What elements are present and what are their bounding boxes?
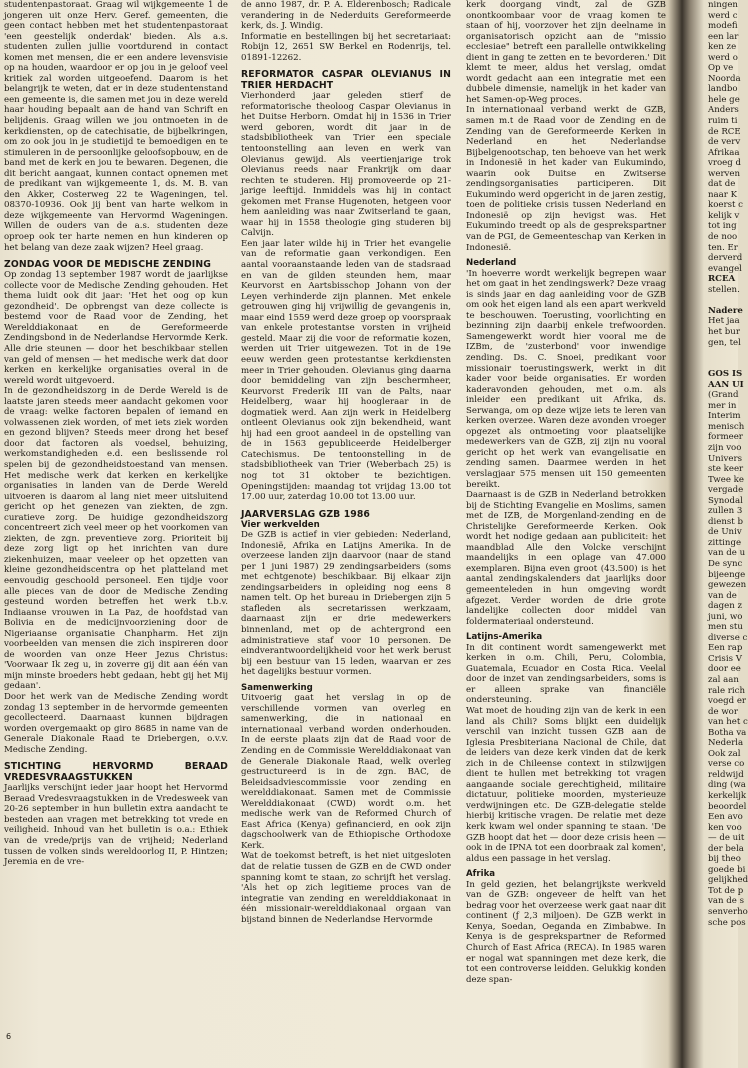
column-1 xyxy=(0,0,228,1040)
subheading: Afrika xyxy=(466,869,496,880)
clipped-text-line: zullen 3 xyxy=(708,506,743,517)
clipped-text-line: de wor xyxy=(708,706,738,717)
clipped-text-line: dat de xyxy=(708,179,736,190)
paragraph: 'In hoeverre wordt werkelijk begrepen waar het om gaat in het zendingswerk? Deze vraag is sinds jaar en dag aanleiding voor de GZB om ook het eigen land als een apart werkveld te beschouwen. Toerusting, voorlichting en bezinning zijn daarbij enkele trefwoorden. Samengewerkt wordt hier vooral me de IZBm, de 'zusterbond' voor inwendige zending. Ds. C. Snoei, predikant voor missionair toerustingswerk, werkt in dit kader voor beide organisaties. Er worden kaderavonden gehouden, met o.m. als inleider een predikant uit Afrika, ds. Serwanga, om op deze wijze iets te leren van kerken overzee. Waren deze avonden vroeger opgezet als ontmoeting voor plaatselijke medewerkers van de GZB, zij zijn nu vooral gericht op het werk van evangelisatie en zending samen. Daarmee werden in het verslagjaar 575 mensen uit 150 gemeenten bereikt. xyxy=(466,268,666,490)
subheading: Samenwerking xyxy=(241,682,313,693)
clipped-text-line: werven xyxy=(708,168,741,179)
clipped-text-line: stellen. xyxy=(708,284,740,295)
clipped-text-line: van de u xyxy=(708,548,746,559)
paragraph: studentenpastoraat. Graag wil wijkgemeente 1 de jongeren uit onze Herv. Geref. gemeenten, die geen contact hebben met het studentenpastoraat 'een geestelijk onderdak' bieden. Als a.s. studenten zullen jullie voortdurend in contact komen met mensen, die er een andere levensvisie op na houden, waardoor er op jou in je geloof veel kritiek zal worden uitgeoefend. Daarom is het belangrijk te weten, dat er in deze studentenstand een gemeente is, die samen met jou in deze wereld haar houding bepaalt aan de hand van Schrift en belijdenis. Graag willen we jou ontmoeten in de kerkdiensten, op de catechisatie, de bijbelkringen, om zo ook jou in je studietijd te bemoedigen en te stimuleren in de persoonlijke geloofsopbouw, en de band met de kerk en jou te bewaren. Degenen, die dit bericht aangaat, kunnen contact opnemen met de predikant van wijkgemeente 1, ds. M. B. van den Akker, Costerweg 22 te Wageningen, tel. 08370-10936. Ook jij bent van harte welkom in deze wijkgemeente van Hervormd Wageningen. Willen de ouders van de a.s. studenten deze oproep ook ter harte nemen en hun kinderen op het belang van deze zaak wijzen? Heel graag. xyxy=(4,0,228,253)
clipped-text-line: werd c xyxy=(708,10,738,21)
clipped-text-line: ken voo xyxy=(708,822,742,833)
clipped-text-line: rale rich xyxy=(708,685,746,696)
paragraph: Op zondag 13 september 1987 wordt de jaarlijkse collecte voor de Medische Zending gehouden. Het thema luidt ook dit jaar: 'Het het oog op kun gezondheid'. De opbrengst van deze collecte is bestemd voor de Raad voor de Zending, het Werelddiakonaat en de Gereformeerde Zendingsbond in de Nederlandse Hervormde Kerk. Alle drie steunen — door het beschikbaar stellen van geld of mensen — het medische werk dat door kerken en kerkelijke organisaties overal in de wereld wordt uitgevoerd. xyxy=(4,270,228,386)
paragraph: Wat de toekomst betreft, is het niet uitgesloten dat de relatie tussen de GZB en de CWD onder spanning komt te staan, zo schrijft het verslag. 'Als het op zich legitieme proces van de integratie van zending en werelddiakonaat in één missionair-werelddiakonaal orgaan van bijstand binnen de Nederlandse Hervormde xyxy=(241,851,451,925)
clipped-text-line: Anders xyxy=(708,105,739,116)
clipped-text-line: Op ve xyxy=(708,63,734,74)
clipped-text-line: bijeenge xyxy=(708,569,746,580)
clipped-text-line: menisch xyxy=(708,421,745,432)
clipped-text-line: dienst b xyxy=(708,516,743,527)
clipped-text-line: Tot de p xyxy=(708,885,744,896)
clipped-text-line: men stu xyxy=(708,622,743,633)
clipped-text-line: voegd er xyxy=(708,696,747,707)
subheading: Vier werkvelden xyxy=(241,519,320,530)
clipped-text-line: Synodal xyxy=(708,495,743,506)
clipped-text-line: zijn voo xyxy=(708,442,742,453)
clipped-text-line: door ee xyxy=(708,664,741,675)
clipped-text-line: vergade xyxy=(708,485,744,496)
paragraph: Een jaar later wilde hij in Trier het evangelie van de reformatie gaan verkondigen. Een aantal vooraanstaande leden van de stadsraad en van de gilden steunden hem, maar Keurvorst en Aartsbisschop Johann von der Leyen verhinderde zijn plannen. Met enkele getrouwen ging hij vrijwillig de gevangenis in, maar eind 1559 werd deze groep op voorspraak van enkele protestantse vorsten in vrijheid gesteld. Maar zij die voor de reformatie kozen, werden uit Trier uitgewezen. Tot in de 19e eeuw werden geen protestantse kerkdiensten meer in Trier gehouden. Olevianus ging daarna door bemiddeling van zijn beschermheer, Keurvorst Frederik III van de Palts, naar Heidelberg, waar hij hoogleraar in de dogmatiek werd. Aan zijn werk in Heidelberg ontleent Olevianus ook zijn bekendheid, want hij had een groot aandeel in de opstelling van de in 1563 gepubliceerde Heidelberger Catechismus. De tentoonstelling in de stadsbibliotheek van Trier (Weberbach 25) is nog tot 31 oktober te bezichtigen. Openingstijden: maandag tot vrijdag 13.00 tot 17.00 uur, zaterdag 10.00 tot 13.00 uur. xyxy=(241,238,451,503)
clipped-text-line: van de xyxy=(708,590,737,601)
clipped-text-line: — de uit xyxy=(708,833,745,844)
clipped-text-line: ken ze xyxy=(708,42,737,53)
paragraph: de anno 1987, dr. P. A. Elderenbosch; Radicale verandering in de Nederduits Gereformeerde kerk, ds. J. Windig. xyxy=(241,0,451,32)
clipped-text-line: van de s xyxy=(708,896,744,907)
clipped-text-line: diverse c xyxy=(708,632,748,643)
subheading: Nederland xyxy=(466,258,517,269)
clipped-text-line: Afrikaa xyxy=(708,147,740,158)
paragraph: Wat moet de houding zijn van de kerk in een land als Chili? Soms blijkt een duidelijk verschil van inzicht tussen GZB aan de Iglesia Presbiteriana Nacional de Chile, dat de leiders van deze kerk vinden dat de kerk zich in de Chileense context in stilzwijgen dient te hullen met betrekking tot vragen aangaande sociale gerechtigheid, militaire dictatuur, politieke moorden, mysterieuze verdwijningen etc. De GZB-delegatie stelde hierbij kritische vragen. De relatie met deze kerk kwam wel onder spanning te staan. 'De GZB hoopt dat het — door deze crisis heen — ook in de IPNA tot een doorbraak zal komen', aldus een passage in het verslag. xyxy=(466,706,666,864)
clipped-text-line: Botha va xyxy=(708,727,747,738)
clipped-text-line: AAN UI xyxy=(708,379,744,390)
clipped-text-line xyxy=(708,348,748,359)
clipped-text-line: Univers xyxy=(708,453,742,464)
clipped-text-line: een lar xyxy=(708,31,739,42)
paragraph: kerk doorgang vindt, zal de GZB onontkoombaar voor de vraag komen te staan of hij, voorzover het zijn deelname in organisatorisch opzicht aan de "missio ecclesiae" betreft een parallelle ontwikkeling dient in gang te zetten en te bevorderen.' Dit klemt te meer, aldus het verslag, omdat wordt gedacht aan een integratie met een dubbele dimensie, namelijk in het kader van het Samen-op-Weg proces. xyxy=(466,0,666,105)
clipped-text-line: tot ing xyxy=(708,221,737,232)
clipped-text-line: RCEA xyxy=(708,274,736,285)
clipped-text-line: ruim ti xyxy=(708,116,738,127)
paragraph: In geld gezien, het belangrijkste werkveld van de GZB: ongeveer de helft van het bedrag voor het overzeese werk gaat naar dit continent (ƒ 2,3 miljoen). De GZB werkt in Kenya, Soedan, Oeganda en Zimbabwe. In Kenya is de gesprekspartner de Reformed Church of East Africa (RECA). In 1985 waren er nogal wat spanningen met deze kerk, die tot een controverse leidden. Gelukkig konden deze span- xyxy=(466,879,666,985)
clipped-text-line: Het jaa xyxy=(708,316,740,327)
column-2 xyxy=(241,0,451,1040)
clipped-text-line: naar K xyxy=(708,189,738,200)
paragraph: De GZB is actief in vier gebieden: Nederland, Indonesië, Afrika en Latijns Amerika. In de overzeese landen zijn daarvoor (naar de stand per 1 juni 1987) 29 zendingsarbeiders (soms met echtgenote) beschikbaar. Bij elkaar zijn zendingsarbeiders in opleiding nog eens 8 namen telt. Op het bureau in Driebergen zijn 5 stafleden als secretarissen werkzaam, daarnaast zijn er drie medewerkers binnenland, met op de achtergrond een administratieve staf voor 10 personen. De eindverantwoordelijkheid voor het werk berust bij een bestuur van 15 leden, waarvan er zes het dagelijks bestuur vormen. xyxy=(241,530,451,678)
clipped-text-line: werd o xyxy=(708,52,738,63)
section-heading: ZONDAG VOOR DE MEDISCHE ZENDING xyxy=(4,259,211,271)
clipped-text-line: sche pos xyxy=(708,917,746,928)
section-heading: STICHTING HERVORMD BERAAD VREDESVRAAGSTUKKEN xyxy=(4,761,228,784)
paragraph: Door het werk van de Medische Zending wordt zondag 13 september in de hervormde gemeenten gecollecteerd. Daarnaast kunnen bijdragen worden overgemaakt op giro 8685 in name van de Generale Diakonale Raad te Driebergen, o.v.v. Medische Zending. xyxy=(4,692,228,755)
clipped-text-line: juni, wo xyxy=(708,611,743,622)
clipped-text-line: Een rap xyxy=(708,643,743,654)
clipped-text-line: de RCE xyxy=(708,126,741,137)
clipped-text-line: Nadere xyxy=(708,305,743,316)
clipped-text-line: zal aan xyxy=(708,675,739,685)
clipped-text-line: reldwijd xyxy=(708,769,744,780)
clipped-text-line: Nederla xyxy=(708,738,744,749)
paragraph: In internationaal verband werkt de GZB, samen m.t de Raad voor de Zending en de Zending van de Gereformeerde Kerken in Nederland en het Nederlandse Bijbelgenootschap, ten behoeve van het werk in Indonesië in het kader van Eukumindo, waarin ook Duitse en Zwitserse zendingsorganisaties participeren. Dit Eukumindo werd opgericht in de jaren zestig, toen de politieke crisis tussen Nederland en Indonesië op zijn hevigst was. Het Eukumindo treedt op als de gesprekspartner van de PGI, de Gemeenteschap van Kerken in Indonesië. xyxy=(466,105,666,253)
clipped-text-line: bij theo xyxy=(708,854,741,865)
clipped-text-line: senverho xyxy=(708,907,748,918)
section-heading: REFORMATOR CASPAR OLEVIANUS IN TRIER HERDACHT xyxy=(241,69,451,92)
clipped-text-line: Twee ke xyxy=(708,474,744,485)
clipped-text-line: gelijkhed xyxy=(708,875,748,886)
clipped-text-line: de Univ xyxy=(708,527,742,538)
clipped-text-line: mer in xyxy=(708,400,737,411)
clipped-text-line: vroeg d xyxy=(708,158,741,169)
column-3 xyxy=(466,0,666,1040)
column-4-next-page-edge xyxy=(708,0,748,1040)
clipped-text-line: Ook zal xyxy=(708,748,741,759)
clipped-text-line: derverd xyxy=(708,253,743,264)
clipped-text-line: formeer xyxy=(708,432,743,443)
clipped-text-line: verse co xyxy=(708,759,745,770)
clipped-text-line: gen, tel xyxy=(708,337,741,348)
paragraph: In dit continent wordt samengewerkt met kerken in o.m. Chili, Peru, Colombia, Guatemala, Ecuador en Costa Rica. Veelal door de inzet van zendingsarbeiders, soms is er alleen sprake van financiële ondersteuning. xyxy=(466,642,666,706)
clipped-text-line: landbo xyxy=(708,84,738,95)
clipped-text-line: ding (wa xyxy=(708,780,746,791)
paragraph: Daarnaast is de GZB in Nederland betrokken bij de Stichting Evangelie en Moslims, samen met de IZB, de Morgenland-zending en de Christelijke Gereformeerde Kerken. Ook wordt het nodige gedaan aan publiciteit: het maandblad Alle den Volcke verschijnt maandelijks in een oplage van 47.000 exemplaren. Bijna even groot (43.500) is het aantal zendingskalenders dat jaarlijks door gemeenteleden in hun omgeving wordt afgezet. Verder worden de drie grote landelijke collecten door middel van foldermateriaal ondersteund. xyxy=(466,490,666,627)
clipped-text-line: Interim xyxy=(708,411,741,422)
clipped-text-line: de noo xyxy=(708,232,738,243)
clipped-text-line: Crisis V xyxy=(708,653,742,664)
clipped-text-line: ten. Er xyxy=(708,242,738,253)
clipped-text-line: dagen z xyxy=(708,601,743,612)
clipped-text-line: kerkelijk xyxy=(708,791,747,802)
clipped-text-line: kelijk v xyxy=(708,210,740,221)
clipped-text-line xyxy=(708,295,748,306)
paragraph: Jaarlijks verschijnt ieder jaar hoopt het Hervormd Beraad Vredesvraagstukken in de Vredesweek van 20-26 september in hun bulletin extra aandacht te besteden aan vragen met betrekking tot vrede en veiligheid. Inhoud van het bulletin is o.a.: Ethiek van de vrede/prijs van de vrijheid; Nederland tussen de volken sinds wereldoorlog II, P. Hintzen; Jeremia en de vre- xyxy=(4,783,228,868)
clipped-text-line: De sync xyxy=(708,558,743,569)
clipped-text-line: het bur xyxy=(708,326,740,337)
clipped-text-line: de verv xyxy=(708,137,741,148)
clipped-text-line: zittinge xyxy=(708,537,742,548)
paragraph: Uitvoerig gaat het verslag in op de verschillende vormen van overleg en samenwerking, die in nationaal en internationaal verband worden onderhouden. In de eerste plaats zijn dat de Raad voor de Zending en de Commissie Werelddiakonaat van de Generale Diakonale Raad, welk overleg gestructureerd is in de zgn. BAC, de Beleidsadviescommissie voor zending en werelddiakonaat. Samen met de Commissie Werelddiakonaat (CWD) wordt o.m. het medische werk van de Reformed Church of East Africa (Kenya) gefinancierd, en ook zijn dagschoolwerk van de Ethiopische Orthodoxe Kerk. xyxy=(241,693,451,851)
clipped-text-line: gewezen xyxy=(708,580,747,591)
paragraph: Vierhonderd jaar geleden stierf de reformatorische theoloog Caspar Olevianus in het Duitse Herborn. Omdat hij in 1536 in Trier werd geboren, wordt dit jaar in de stadsbibliotheek van Trier een speciale tentoonstelling aan leven en werk van Olevianus gewijd. Als veertienjarige trok Olevianus reeds naar Frankrijk om daar rechten te studeren. Hij promoveerde op 21-jarige leeftijd. Inmiddels was hij in contact gekomen met Franse Hugenoten, hetgeen voor hem aanleiding was naar Zwitserland te gaan, waar hij in 1558 theologie ging studeren bij Calvijn. xyxy=(241,91,451,239)
page-number: 6 xyxy=(6,1032,12,1041)
paragraph: Informatie en bestellingen bij het secretariaat: Robijn 12, 2651 SW Berkel en Rodenrijs, tel. 01891-12262. xyxy=(241,31,451,63)
clipped-text-line: modefi xyxy=(708,21,738,32)
clipped-text-line: goede bi xyxy=(708,864,746,875)
clipped-text-line: beoordel xyxy=(708,801,747,812)
clipped-text-line xyxy=(708,359,748,370)
clipped-text-line: der bela xyxy=(708,843,744,854)
clipped-text-line: Een avo xyxy=(708,812,743,823)
clipped-text-line: hele ge xyxy=(708,94,740,105)
paragraph: In de gezondheidszorg in de Derde Wereld is de laatste jaren steeds meer aandacht gekomen voor de vraag: welke factoren bepalen of iemand en volwassenen ziek worden, of met iets ziek worden en gezond blijven? Steeds meer drong het besef door dat factoren als voedsel, behuizing, werkomstandigheden e.d. een beslissende rol spelen bij de gezondheidstoestand van mensen. Het medische werk dat kerken en kerkelijke organisaties in landen van de Derde Wereld uitvoeren is daarom al lang niet meer uitsluitend gericht op het genezen van ziekten, de zgn. curatieve zorg. De huidige gezondheidszorg concentreert zich veel meer op het voorkomen van ziekten, de zgn. preventieve zorg. Prioriteit bij deze zorg ligt op het inrichten van dure ziekenhuizen, maar veeleer op het opzetten van kleine gezondheidscentra op het platteland met eenvoudig geschoold personeel. Een tijdje voor alle pieces van de door de Medische Zending gesteund worden betreffen het werk t.b.v. Indiaanse vrouwen in La Paz, de hoofdstad van Bolivia en de medicijnvoorziening door de Nigeriaanse organisatie Chanpharm. Het zijn voorbeelden van mensen die zich inspireren door de woorden van onze Heer Jezus Christus: 'Voorwaar Ik zeg u, in zoverre gij dit aan één van mijn minste broeders hebt gedaan, hebt gij het Mij gedaan'. xyxy=(4,386,228,692)
clipped-text-line: koerst c xyxy=(708,200,743,211)
clipped-text-line: GOS IS xyxy=(708,369,743,380)
section-heading: JAARVERSLAG GZB 1986 xyxy=(241,508,370,520)
clipped-text-line: ste keer xyxy=(708,464,744,475)
clipped-text-line: ningen xyxy=(708,0,738,10)
clipped-text-line: evangel xyxy=(708,263,742,274)
clipped-text-line: Noorda xyxy=(708,73,741,84)
clipped-text-line: van het c xyxy=(708,717,748,728)
subheading: Latijns-Amerika xyxy=(466,632,543,643)
clipped-text-line: (Grand xyxy=(708,390,739,401)
